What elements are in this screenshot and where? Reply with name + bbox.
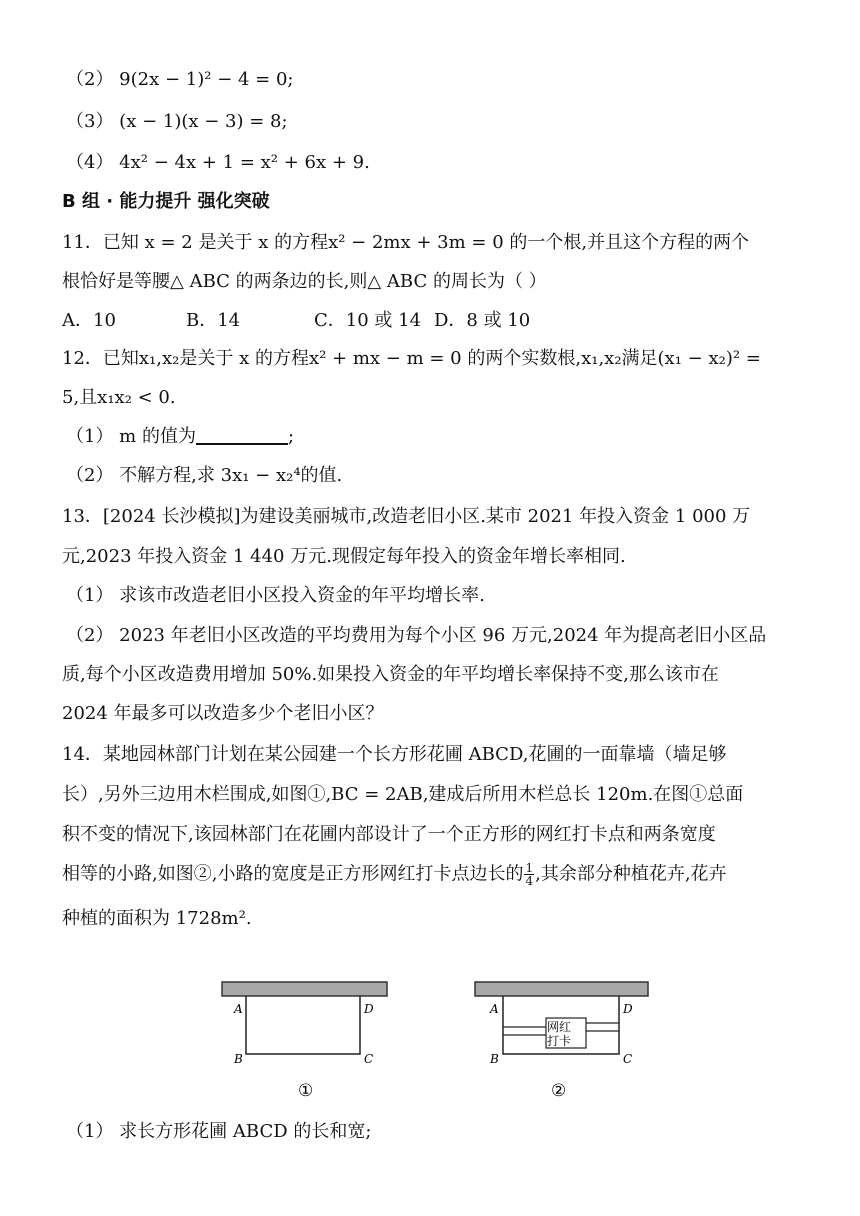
q13-sub-1: （1） 求该市改造老旧小区投入资金的年平均增长率. (66, 585, 485, 606)
q12-sub-1 (66, 425, 294, 449)
p10-item-3: （3） (x − 1)(x − 3) = 8; (66, 111, 288, 132)
vertex-a: A (234, 1002, 243, 1016)
vertex-d: D (623, 1002, 633, 1016)
vertex-d: D (364, 1002, 374, 1016)
fraction-numerator: 1 (525, 861, 534, 875)
q14-line-4-a: 相等的小路,如图②,小路的宽度是正方形网红打卡点边长的 (62, 863, 524, 885)
q14-line-4-b: ,其余部分种植花卉,花卉 (535, 863, 727, 885)
vertex-a: A (490, 1002, 499, 1016)
vertex-c: C (364, 1052, 374, 1066)
section-heading: B 组 · 能力提升 强化突破 (62, 191, 270, 212)
q14-sub-1: （1） 求长方形花圃 ABCD 的长和宽; (66, 1121, 372, 1142)
q13-line-1: 13．[2024 长沙模拟]为建设美丽城市,改造老旧小区.某市 2021 年投入资金 1 000 万 (62, 506, 751, 527)
choice-a: A．10 (62, 310, 116, 331)
q14-line-5: 种植的面积为 1728m². (62, 908, 252, 929)
q13-sub-2-c: 2024 年最多可以改造多少个老旧小区？ (62, 703, 384, 724)
vertex-b: B (490, 1052, 499, 1066)
q12-sub-2: （2） 不解方程,求 3x₁ − x₂⁴的值. (66, 465, 343, 486)
q12-line-1: 12．已知x₁,x₂是关于 x 的方程x² + mx − m = 0 的两个实数根,x₁,x₂满足(x₁ − x₂)² = (62, 348, 761, 369)
checkin-label-2: 打卡 (547, 1034, 572, 1048)
q14-line-1: 14．某地园林部门计划在某公园建一个长方形花圃 ABCD,花圃的一面靠墙（墙足够 (62, 744, 727, 765)
q14-line-2: 长）,另外三边用木栏围成,如图①,BC = 2AB,建成后所用木栏总长 120m.在图①总面 (62, 784, 744, 805)
choice-d: D．8 或 10 (434, 310, 531, 331)
answer-blank[interactable] (196, 425, 288, 445)
q14-line-3: 积不变的情况下,该园林部门在花圃内部设计了一个正方形的网红打卡点和两条宽度 (62, 824, 716, 845)
wall (222, 982, 387, 996)
fraction-denominator: 4 (525, 874, 534, 888)
q13-line-2: 元,2023 年投入资金 1 440 万元.现假定每年投入的资金年增长率相同. (62, 546, 626, 567)
choice-c: C．10 或 14 (314, 310, 422, 331)
q13-sub-2-a: （2） 2023 年老旧小区改造的平均费用为每个小区 96 万元,2024 年为提高老旧小区品 (66, 625, 767, 646)
q13-sub-2-b: 质,每个小区改造费用增加 50%.如果投入资金的年平均增长率保持不变,那么该市在 (62, 664, 719, 685)
q11-line-2: 根恰好是等腰△ ABC 的两条边的长,则△ ABC 的周长为（ ） (62, 271, 547, 292)
wall (475, 982, 648, 996)
q12-line-2: 5,且x₁x₂ < 0. (62, 387, 176, 408)
q12-sub-1-text: （1） m 的值为 (66, 426, 196, 447)
q11-line-1: 11．已知 x = 2 是关于 x 的方程x² − 2mx + 3m = 0 的一个根,并且这个方程的两个 (62, 232, 750, 253)
checkin-label-1: 网红 (547, 1020, 572, 1034)
figure-2 (473, 980, 658, 1100)
fraction (524, 862, 534, 887)
q14-line-4 (62, 862, 727, 887)
figure-2-caption: ② (551, 1081, 567, 1100)
figure-1-caption: ① (298, 1081, 314, 1100)
p10-item-4: （4） 4x² − 4x + 1 = x² + 6x + 9. (66, 152, 370, 173)
figure-1 (220, 980, 400, 1100)
vertex-b: B (234, 1052, 243, 1066)
choice-b: B．14 (186, 310, 241, 331)
vertex-c: C (623, 1052, 633, 1066)
fence (246, 996, 360, 1054)
q12-sub-1-end: ; (287, 426, 295, 447)
q11-choices (62, 309, 530, 333)
p10-item-2: （2） 9(2x − 1)² − 4 = 0; (66, 69, 294, 90)
